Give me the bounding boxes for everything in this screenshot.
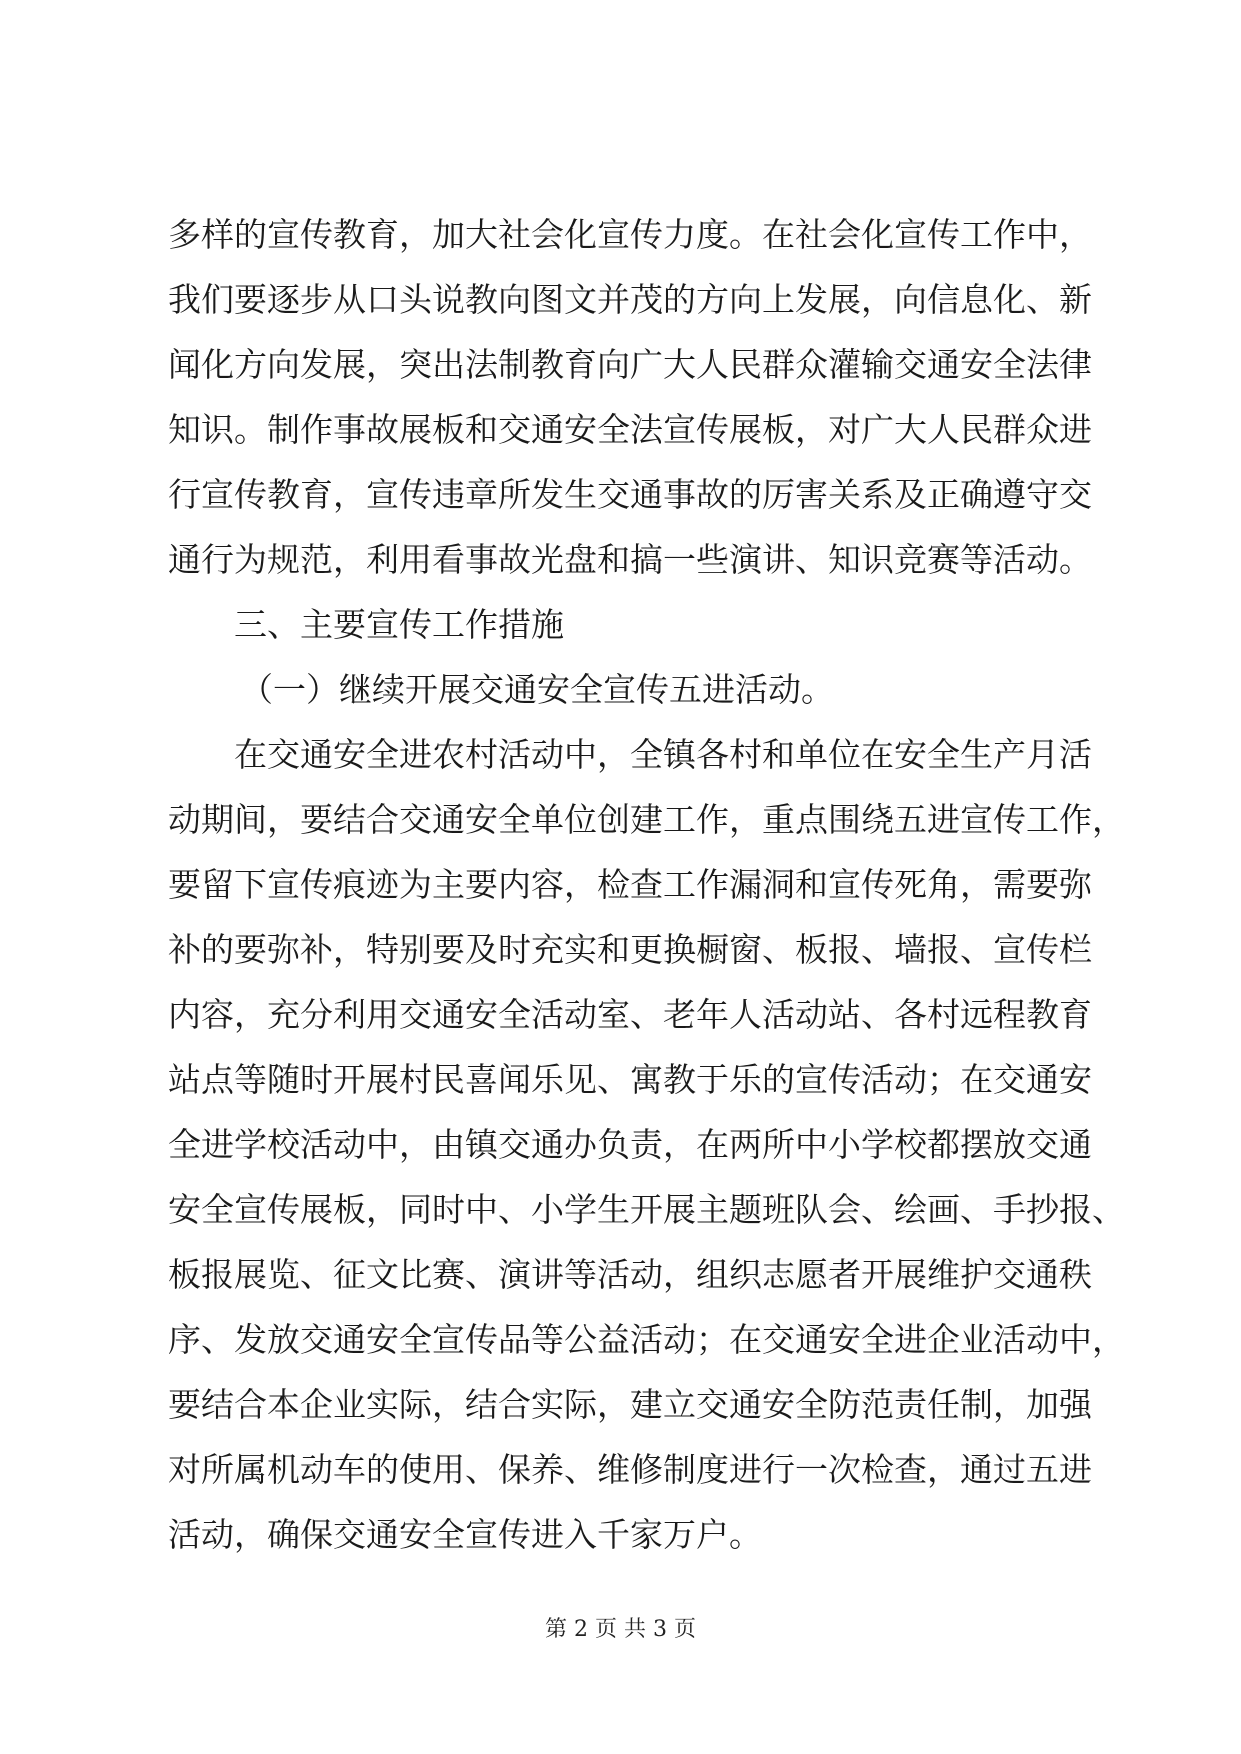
paragraph-line: 安全宣传展板，同时中、小学生开展主题班队会、绘画、手抄报、: [168, 1190, 1125, 1229]
subsection-heading: （一）继续开展交通安全宣传五进活动。: [240, 670, 834, 709]
paragraph-line: 通行为规范，利用看事故光盘和搞一些演讲、知识竞赛等活动。: [168, 540, 1092, 579]
paragraph-line: 活动，确保交通安全宣传进入千家万户。: [168, 1515, 762, 1554]
document-body: [168, 202, 1125, 1567]
paragraph-line: 动期间，要结合交通安全单位创建工作，重点围绕五进宣传工作，: [168, 800, 1125, 839]
paragraph-line: 站点等随时开展村民喜闻乐见、寓教于乐的宣传活动；在交通安: [168, 1060, 1092, 1099]
paragraph-line: 要留下宣传痕迹为主要内容，检查工作漏洞和宣传死角，需要弥: [168, 865, 1092, 904]
paragraph-line: 知识。制作事故展板和交通安全法宣传展板，对广大人民群众进: [168, 410, 1092, 449]
paragraph-line: 对所属机动车的使用、保养、维修制度进行一次检查，通过五进: [168, 1450, 1092, 1489]
paragraph-line: 行宣传教育，宣传违章所发生交通事故的厉害关系及正确遵守交: [168, 475, 1092, 514]
page-number-label: 第 2 页 共 3 页: [545, 1617, 696, 1642]
section-heading: 三、主要宣传工作措施: [234, 605, 564, 644]
paragraph-line: 全进学校活动中，由镇交通办负责，在两所中小学校都摆放交通: [168, 1125, 1092, 1164]
paragraph-line: 序、发放交通安全宣传品等公益活动；在交通安全进企业活动中，: [168, 1320, 1125, 1359]
paragraph-line: 我们要逐步从口头说教向图文并茂的方向上发展，向信息化、新: [168, 280, 1092, 319]
paragraph-line: 闻化方向发展，突出法制教育向广大人民群众灌输交通安全法律: [168, 345, 1092, 384]
paragraph-line: 要结合本企业实际，结合实际，建立交通安全防范责任制，加强: [168, 1385, 1092, 1424]
paragraph-line: 补的要弥补，特别要及时充实和更换橱窗、板报、墙报、宣传栏: [168, 930, 1092, 969]
paragraph-line: 板报展览、征文比赛、演讲等活动，组织志愿者开展维护交通秩: [168, 1255, 1092, 1294]
paragraph-line: 多样的宣传教育，加大社会化宣传力度。在社会化宣传工作中，: [168, 215, 1092, 254]
paragraph-line: 内容，充分利用交通安全活动室、老年人活动站、各村远程教育: [168, 995, 1092, 1034]
page-footer: [0, 1612, 1241, 1643]
paragraph-line: 在交通安全进农村活动中，全镇各村和单位在安全生产月活: [234, 735, 1092, 774]
